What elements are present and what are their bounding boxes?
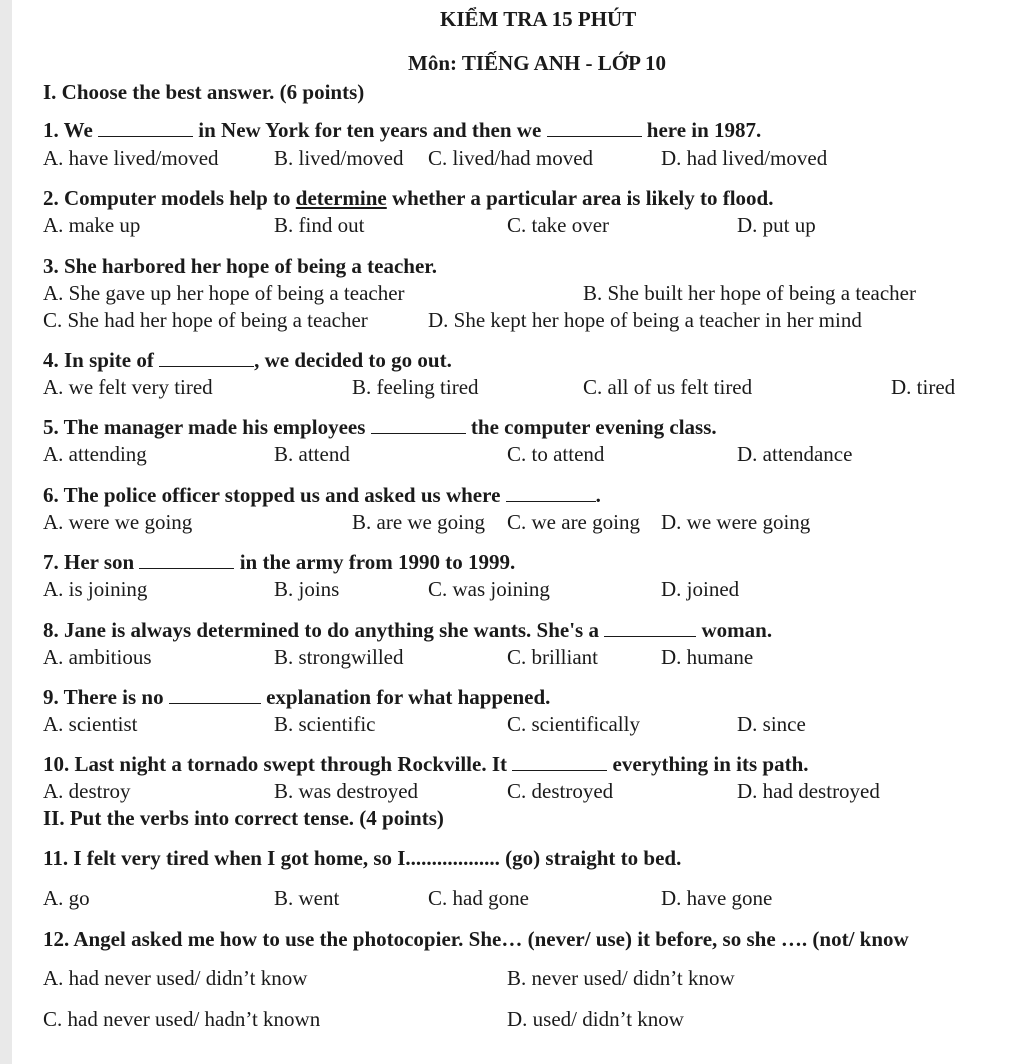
option-c: C. was joining bbox=[428, 577, 550, 601]
option-c: C. had never used/ hadn’t known bbox=[43, 1007, 321, 1031]
question-4-part-1: 4. In spite of bbox=[43, 348, 160, 372]
question-4-part-2: , we decided to go out. bbox=[254, 348, 452, 372]
option-d: D. She kept her hope of being a teacher in her mind bbox=[428, 308, 862, 332]
question-9-part-1: 9. There is no bbox=[43, 685, 169, 709]
question-10-part-1: 10. Last night a tornado swept through Rockville. It bbox=[43, 752, 513, 776]
option-a: A. go bbox=[43, 886, 90, 910]
option-b: B. feeling tired bbox=[352, 375, 479, 399]
question-2-part-1: 2. Computer models help to bbox=[43, 186, 296, 210]
question-6 bbox=[43, 483, 601, 507]
question-7-part-2: in the army from 1990 to 1999. bbox=[234, 550, 516, 574]
option-d: D. humane bbox=[661, 645, 754, 669]
question-10-part-2: everything in its path. bbox=[607, 752, 809, 776]
option-b: B. attend bbox=[274, 442, 350, 466]
option-b: B. find out bbox=[274, 213, 365, 237]
question-2 bbox=[43, 186, 773, 210]
option-d: D. had lived/moved bbox=[661, 146, 828, 170]
option-a: A. is joining bbox=[43, 577, 148, 601]
section-1-title: I. Choose the best answer. (6 points) bbox=[43, 80, 365, 104]
answer-blank bbox=[169, 685, 261, 704]
option-b: B. went bbox=[274, 886, 340, 910]
option-c: C. scientifically bbox=[507, 712, 640, 736]
option-b: B. never used/ didn’t know bbox=[507, 966, 735, 990]
question-6-part-2: . bbox=[595, 483, 601, 507]
answer-blank bbox=[512, 752, 607, 771]
question-1 bbox=[43, 118, 761, 142]
question-11: 11. I felt very tired when I got home, so I.................. (go) straight to bed. bbox=[43, 846, 682, 870]
option-c: C. lived/had moved bbox=[428, 146, 594, 170]
option-d: D. have gone bbox=[661, 886, 773, 910]
option-a: A. have lived/moved bbox=[43, 146, 219, 170]
question-7-part-1: 7. Her son bbox=[43, 550, 140, 574]
subject-line: Môn: TIẾNG ANH - LỚP 10 bbox=[408, 51, 667, 75]
question-4 bbox=[43, 348, 452, 372]
question-9 bbox=[43, 685, 550, 709]
option-c: C. all of us felt tired bbox=[583, 375, 753, 399]
option-a: A. make up bbox=[43, 213, 141, 237]
question-1-part-1: 1. We bbox=[43, 118, 99, 142]
question-8-part-1: 8. Jane is always determined to do anything she wants. She's a bbox=[43, 618, 605, 642]
option-c: C. to attend bbox=[507, 442, 605, 466]
option-b: B. are we going bbox=[352, 510, 485, 534]
answer-blank bbox=[547, 118, 642, 137]
answer-blank bbox=[506, 483, 596, 502]
option-a: A. we felt very tired bbox=[43, 375, 213, 399]
option-c: C. She had her hope of being a teacher bbox=[43, 308, 368, 332]
option-d: D. we were going bbox=[661, 510, 811, 534]
option-c: C. destroyed bbox=[507, 779, 614, 803]
option-c: C. we are going bbox=[507, 510, 640, 534]
option-c: C. take over bbox=[507, 213, 610, 237]
option-a: A. ambitious bbox=[43, 645, 152, 669]
option-a: A. were we going bbox=[43, 510, 193, 534]
option-b: B. scientific bbox=[274, 712, 376, 736]
option-c: C. had gone bbox=[428, 886, 529, 910]
answer-blank bbox=[371, 415, 466, 434]
question-5 bbox=[43, 415, 717, 439]
option-d: D. had destroyed bbox=[737, 779, 880, 803]
option-b: B. lived/moved bbox=[274, 146, 404, 170]
question-8 bbox=[43, 618, 772, 642]
answer-blank bbox=[139, 550, 234, 569]
answer-blank bbox=[98, 118, 193, 137]
option-a: A. She gave up her hope of being a teacher bbox=[43, 281, 405, 305]
option-b: B. She built her hope of being a teacher bbox=[583, 281, 916, 305]
option-b: B. strongwilled bbox=[274, 645, 404, 669]
question-10 bbox=[43, 752, 809, 776]
question-2-part-2: whether a particular area is likely to flood. bbox=[386, 186, 774, 210]
option-b: B. joins bbox=[274, 577, 340, 601]
question-3: 3. She harbored her hope of being a teacher. bbox=[43, 254, 437, 278]
option-a: A. destroy bbox=[43, 779, 131, 803]
answer-blank bbox=[604, 618, 696, 637]
question-12: 12. Angel asked me how to use the photocopier. She… (never/ use) it before, so she …. (not/ know bbox=[43, 927, 909, 951]
option-d: D. since bbox=[737, 712, 806, 736]
question-5-part-2: the computer evening class. bbox=[465, 415, 717, 439]
question-6-part-1: 6. The police officer stopped us and asked us where bbox=[43, 483, 506, 507]
option-a: A. scientist bbox=[43, 712, 138, 736]
option-a: A. attending bbox=[43, 442, 147, 466]
question-8-part-2: woman. bbox=[696, 618, 773, 642]
answer-blank bbox=[159, 348, 254, 367]
question-5-part-1: 5. The manager made his employees bbox=[43, 415, 371, 439]
option-d: D. joined bbox=[661, 577, 740, 601]
test-title: KIỂM TRA 15 PHÚT bbox=[440, 7, 637, 31]
option-d: D. tired bbox=[891, 375, 956, 399]
question-2-keyword: determine bbox=[295, 186, 387, 210]
question-1-part-3: here in 1987. bbox=[641, 118, 762, 142]
option-d: D. put up bbox=[737, 213, 816, 237]
question-9-part-2: explanation for what happened. bbox=[260, 685, 551, 709]
option-d: D. attendance bbox=[737, 442, 853, 466]
option-b: B. was destroyed bbox=[274, 779, 419, 803]
option-d: D. used/ didn’t know bbox=[507, 1007, 684, 1031]
section-2-title: II. Put the verbs into correct tense. (4 points) bbox=[43, 806, 444, 830]
option-a: A. had never used/ didn’t know bbox=[43, 966, 308, 990]
question-7 bbox=[43, 550, 515, 574]
question-1-part-2: in New York for ten years and then we bbox=[193, 118, 547, 142]
option-c: C. brilliant bbox=[507, 645, 598, 669]
